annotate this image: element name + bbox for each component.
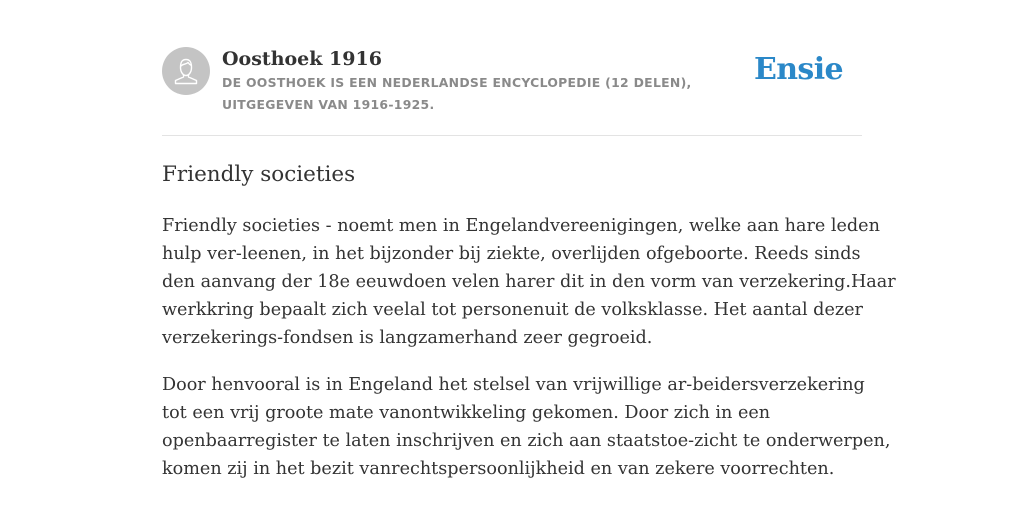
paragraph xyxy=(162,371,891,483)
text-line: Friendly societies - noemt men in Engelandvereenigingen, welke aan hare leden xyxy=(162,216,880,236)
text-line: Door henvooral is in Engeland het stelsel van vrijwillige ar-beidersverzekering xyxy=(162,375,865,395)
text-line: tot een vrij groote mate vanontwikkeling gekomen. Door zich in een xyxy=(162,403,771,423)
article-body xyxy=(162,212,896,483)
article-title: Friendly societies xyxy=(162,162,356,187)
ensie-logo[interactable]: Ensie xyxy=(753,52,843,87)
avatar[interactable] xyxy=(162,47,210,95)
text-line: komen zij in het bezit vanrechtspersoonlijkheid en van zekere voorrechten. xyxy=(162,459,835,479)
header-divider xyxy=(162,135,862,136)
paragraph xyxy=(162,212,896,352)
source-header xyxy=(162,45,862,135)
text-line: den aanvang der 18e eeuwdoen velen harer dit in den vorm van verzekering.Haar xyxy=(162,272,896,292)
source-title[interactable]: Oosthoek 1916 xyxy=(222,48,382,70)
text-line: verzekerings-fondsen is langzamerhand zeer gegroeid. xyxy=(162,328,653,348)
user-icon xyxy=(162,47,210,95)
text-line: werkkring bepaalt zich veelal tot personenuit de volksklasse. Het aantal dezer xyxy=(162,300,863,320)
text-line: openbaarregister te laten inschrijven en zich aan staatstoe-zicht te onderwerpen, xyxy=(162,431,891,451)
text-line: hulp ver-leenen, in het bijzonder bij ziekte, overlijden ofgeboorte. Reeds sinds xyxy=(162,244,861,264)
source-description: DE OOSTHOEK IS EEN NEDERLANDSE ENCYCLOPEDIE (12 DELEN), UITGEGEVEN VAN 1916-1925. xyxy=(222,75,692,112)
